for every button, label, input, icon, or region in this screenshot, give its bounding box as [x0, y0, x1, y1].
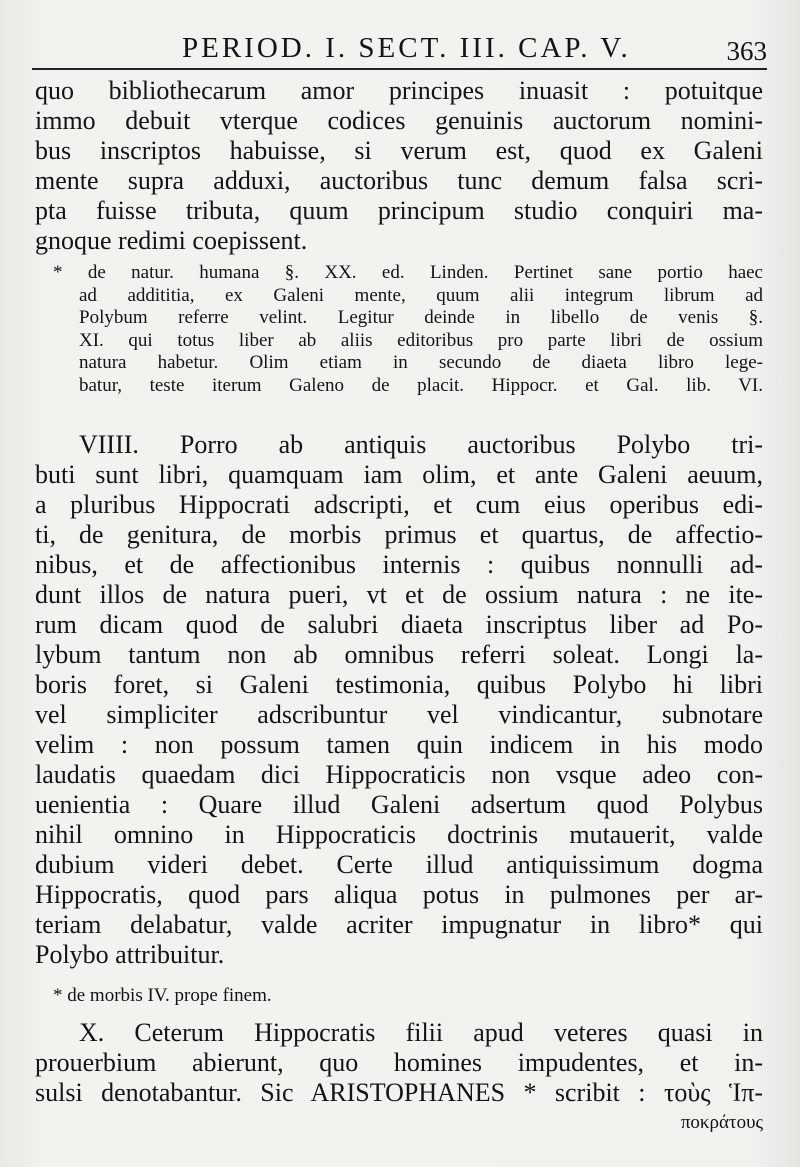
text-line: prouerbium abierunt, quo homines impudentes, et in-: [35, 1048, 763, 1077]
text-line: nihil omnino in Hippocraticis doctrinis mutauerit, valde: [35, 820, 763, 849]
text-line: pta fuisse tributa, quum principum studio conquiri ma-: [35, 196, 763, 225]
text-line: lybum tantum non ab omnibus referri soleat. Longi la-: [35, 640, 763, 669]
text-line: a pluribus Hippocrati adscripti, et cum eius operibus edi-: [35, 490, 763, 519]
text-line: vel simpliciter adscribuntur vel vindicantur, subnotare: [35, 700, 763, 729]
text-line: rum dicam quod de salubri diaeta inscriptus liber ad Po-: [35, 610, 763, 639]
text-line: bus inscriptos habuisse, si verum est, quod ex Galeni: [35, 136, 763, 165]
header-rule: [32, 68, 767, 70]
text-line: dunt illos de natura pueri, vt et de ossium natura : ne ite-: [35, 580, 763, 609]
footnote-line: ad addititia, ex Galeni mente, quum alii integrum librum ad: [79, 284, 763, 306]
text-line: laudatis quaedam dici Hippocraticis non vsque adeo con-: [35, 760, 763, 789]
text-line: quo bibliothecarum amor principes inuasit : potuitque: [35, 76, 763, 105]
text-line: Hippocratis, quod pars aliqua potus in pulmones per ar-: [35, 880, 763, 909]
footnote-line: * de natur. humana §. XX. ed. Linden. Pertinet sane portio haec: [53, 262, 763, 283]
text-line: buti sunt libri, quamquam iam olim, et ante Galeni aeuum,: [35, 460, 763, 489]
text-line: dubium videri debet. Certe illud antiquissimum dogma: [35, 850, 763, 879]
text-line: nibus, et de affectionibus internis : quibus nonnulli ad-: [35, 550, 763, 579]
page-header: [32, 30, 767, 70]
text-line: mente supra adduxi, auctoribus tunc demum falsa scri-: [35, 166, 763, 195]
text-line: gnoque redimi coepissent.: [35, 226, 308, 255]
text-line: uenientia : Quare illud Galeni adsertum quod Polybus: [35, 790, 763, 819]
paragraph-x: [35, 1018, 763, 1138]
footnote-line: natura habetur. Olim etiam in secundo de diaeta libro lege-: [79, 352, 763, 373]
running-title: PERIOD. I. SECT. III. CAP. V.: [182, 32, 631, 64]
paragraph-continuation: [35, 76, 763, 256]
footnote-line: XI. qui totus liber ab aliis editoribus pro parte libri de ossium: [79, 329, 763, 351]
text-line: sulsi denotabantur. Sic ARISTOPHANES * scribit : τοὺς Ἱπ-: [35, 1078, 763, 1107]
footnote-line: * de morbis IV. prope finem.: [53, 985, 272, 1006]
catchword: ποκράτους: [680, 1112, 763, 1133]
text-line: boris foret, si Galeni testimonia, quibus Polybo hi libri: [35, 670, 763, 699]
text-line: VIIII. Porro ab antiquis auctoribus Polybo tri-: [79, 430, 763, 459]
text-line: ti, de genitura, de morbis primus et quartus, de affectio-: [35, 520, 763, 549]
paragraph-viiii: [35, 430, 763, 970]
footnote-1: [35, 262, 763, 397]
text-line: immo debuit vterque codices genuinis auctorum nomini-: [35, 106, 763, 135]
text-line: teriam delabatur, valde acriter impugnatur in libro* qui: [35, 910, 763, 939]
footnote-line: batur, teste iterum Galeno de placit. Hippocr. et Gal. lib. VI.: [79, 374, 763, 396]
footnote-2: [35, 985, 763, 1008]
text-line: velim : non possum tamen quin indicem in his modo: [35, 730, 763, 759]
page-number: 363: [726, 36, 767, 66]
text-line: Polybo attribuitur.: [35, 940, 225, 969]
footnote-line: Polybum referre velint. Legitur deinde in libello de venis §.: [79, 307, 763, 328]
text-line: X. Ceterum Hippocratis filii apud veteres quasi in: [79, 1018, 763, 1047]
